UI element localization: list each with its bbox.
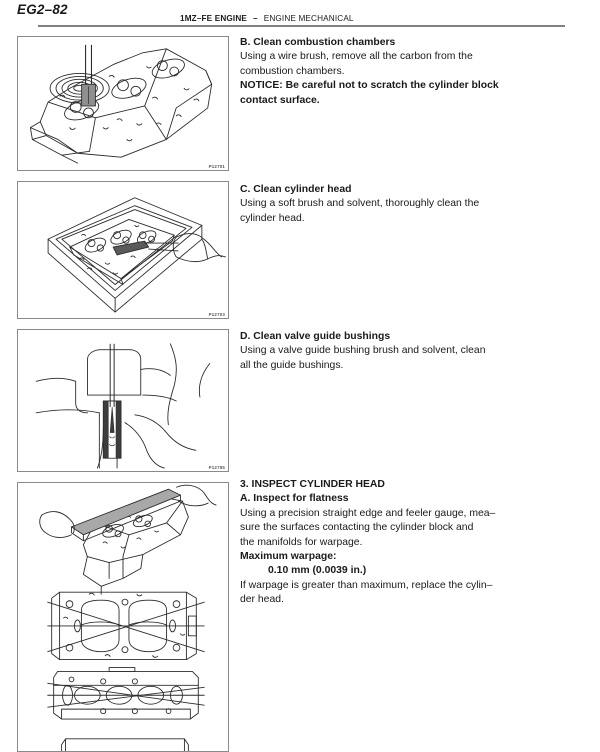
cylinder-head-wire-brush-illustration <box>18 37 228 170</box>
section-heading: 3. INSPECT CYLINDER HEAD <box>240 479 385 490</box>
spec-value: 0.10 mm (0.0039 in.) <box>268 565 367 577</box>
header-title <box>180 14 354 23</box>
text-clean-combustion-chambers <box>240 36 590 108</box>
header-system-label: ENGINE MECHANICAL <box>263 14 354 23</box>
body-line: Using a soft brush and solvent, thoroughly clean the <box>240 198 480 210</box>
body-line: Using a valve guide bushing brush and solvent, clean <box>240 345 486 357</box>
figure-code: P12755 <box>208 465 225 470</box>
body-line: If warpage is greater than maximum, replace the cylin– <box>240 579 493 591</box>
notice-line: contact surface. <box>240 94 320 106</box>
header-divider <box>38 25 565 27</box>
body-line: cylinder head. <box>240 212 305 224</box>
subsection-heading: A. Inspect for flatness <box>240 493 349 505</box>
body-line: all the guide bushings. <box>240 359 344 371</box>
header-separator: – <box>253 14 258 23</box>
figure-clean-combustion-chambers <box>17 36 229 171</box>
figure-code: P12703 <box>208 312 225 317</box>
figure-clean-cylinder-head <box>17 181 229 319</box>
text-clean-valve-guide-bushings <box>240 330 590 373</box>
body-line: der head. <box>240 594 284 606</box>
page-header <box>0 0 600 30</box>
spec-label: Maximum warpage: <box>240 551 337 563</box>
section-heading: C. Clean cylinder head <box>240 184 352 195</box>
figure-code: P12701 <box>208 164 225 169</box>
figure-clean-valve-guide-bushings <box>17 329 229 472</box>
body-line: sure the surfaces contacting the cylinder block and <box>240 522 474 534</box>
body-line: the manifolds for warpage. <box>240 536 363 548</box>
header-engine-label: 1MZ–FE ENGINE <box>180 14 248 23</box>
cylinder-head-solvent-tray-illustration <box>18 182 228 318</box>
section-heading: B. Clean combustion chambers <box>240 37 396 48</box>
body-line: Using a wire brush, remove all the carbon from the <box>240 51 473 63</box>
cylinder-head-flatness-measurement-illustration <box>18 483 228 751</box>
valve-guide-bushing-brush-illustration <box>18 330 228 471</box>
page-number: EG2–82 <box>17 2 68 17</box>
text-inspect-cylinder-head <box>240 478 590 608</box>
section-heading: D. Clean valve guide bushings <box>240 331 391 342</box>
notice-line: NOTICE: Be careful not to scratch the cylinder block <box>240 80 499 92</box>
body-line: combustion chambers. <box>240 65 345 77</box>
text-clean-cylinder-head <box>240 183 590 226</box>
body-line: Using a precision straight edge and feeler gauge, mea– <box>240 507 496 519</box>
figure-inspect-cylinder-head <box>17 482 229 752</box>
